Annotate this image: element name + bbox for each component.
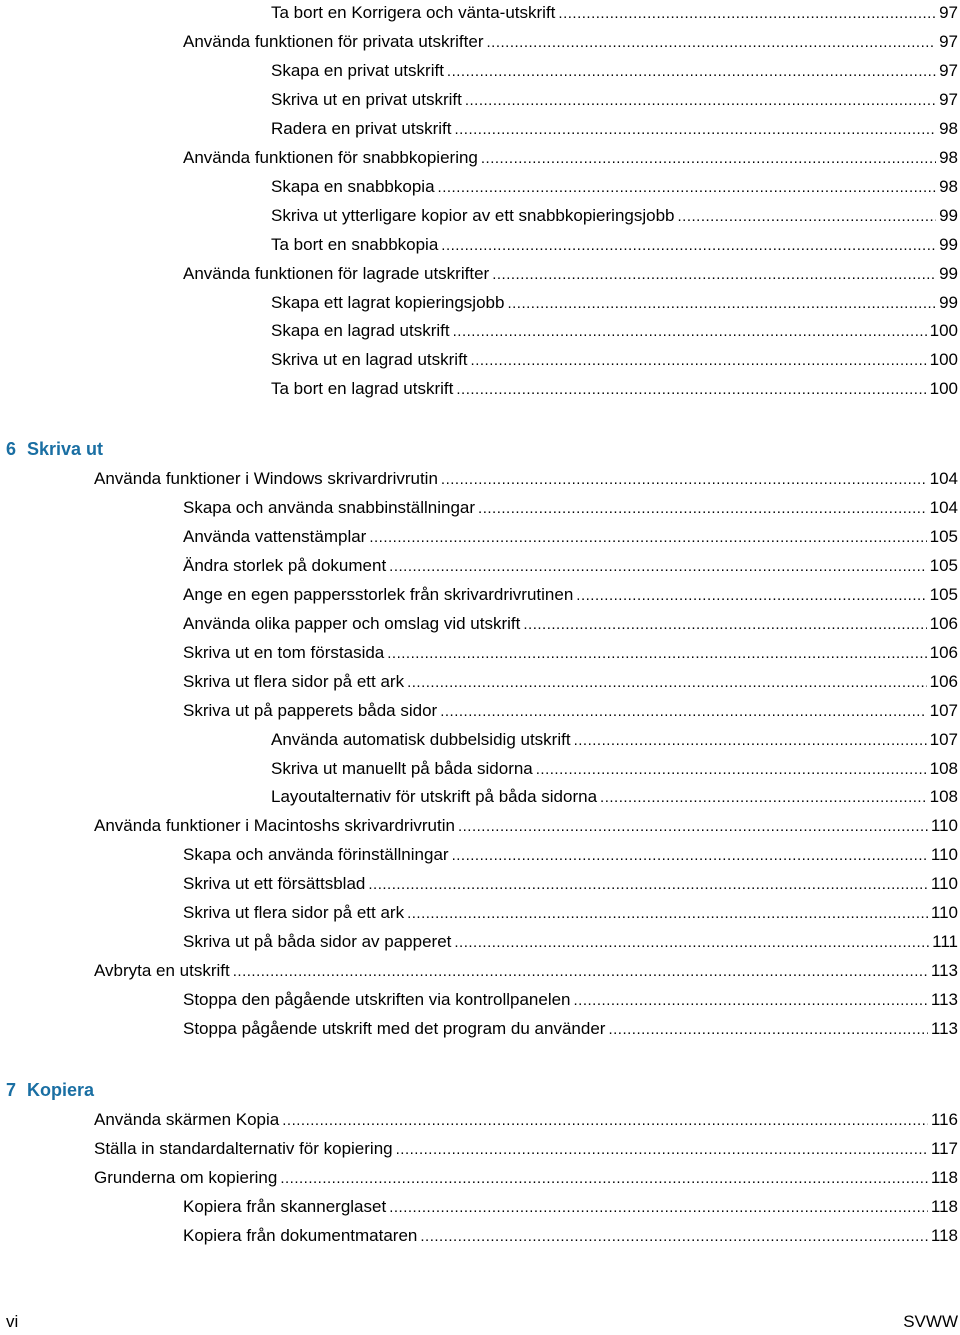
toc-entry-title: Radera en privat utskrift bbox=[271, 118, 452, 138]
toc-entry-title: Skapa och använda snabbinställningar bbox=[183, 497, 476, 517]
toc-entry[interactable] bbox=[183, 611, 958, 637]
dot-leader bbox=[574, 988, 928, 1013]
toc-entry-title: Ändra storlek på dokument bbox=[183, 555, 387, 575]
dot-leader bbox=[441, 467, 927, 492]
toc-entry-title: Skapa en lagrad utskrift bbox=[271, 321, 450, 341]
dot-leader bbox=[458, 814, 928, 839]
toc-entry[interactable] bbox=[183, 582, 958, 608]
toc-entry[interactable] bbox=[271, 174, 958, 200]
toc-entry[interactable] bbox=[271, 58, 958, 84]
toc-entry-title: Skapa ett lagrat kopieringsjobb bbox=[271, 292, 505, 312]
dot-leader bbox=[438, 175, 937, 200]
dot-leader bbox=[536, 757, 927, 782]
toc-entry-page: 106 bbox=[929, 671, 958, 691]
toc-entry-page: 110 bbox=[930, 874, 958, 894]
dot-leader bbox=[574, 728, 927, 753]
toc-entry-page: 97 bbox=[939, 3, 958, 22]
toc-entry[interactable] bbox=[183, 698, 958, 724]
chapter-heading bbox=[6, 1076, 94, 1104]
toc-entry-page: 104 bbox=[929, 497, 958, 517]
toc-entry[interactable] bbox=[183, 29, 958, 55]
toc-entry[interactable] bbox=[271, 290, 958, 316]
footer-doc-code: SVWW bbox=[903, 1312, 958, 1331]
toc-entry-page: 108 bbox=[929, 758, 958, 778]
dot-leader bbox=[465, 88, 936, 113]
toc-entry-title: Skriva ut på båda sidor av papperet bbox=[183, 932, 452, 952]
toc-entry-page: 110 bbox=[930, 903, 958, 923]
toc-entry-page: 99 bbox=[939, 234, 958, 254]
toc-entry-page: 113 bbox=[930, 1019, 958, 1039]
toc-entry-title: Använda funktionen för privata utskrifter bbox=[183, 31, 484, 51]
toc-entry-title: Använda funktioner i Windows skrivardrivrutin bbox=[94, 469, 438, 488]
toc-entry-title: Skriva ut flera sidor på ett ark bbox=[183, 671, 405, 691]
dot-leader bbox=[478, 496, 927, 521]
dot-leader bbox=[389, 1195, 928, 1220]
toc-entry[interactable] bbox=[94, 466, 958, 492]
toc-entry-page: 110 bbox=[930, 845, 958, 865]
toc-entry[interactable] bbox=[183, 987, 958, 1013]
toc-entry-page: 99 bbox=[939, 292, 958, 312]
toc-entry[interactable] bbox=[183, 842, 958, 868]
toc-entry-title: Skriva ut flera sidor på ett ark bbox=[183, 903, 405, 923]
toc-entry-page: 106 bbox=[929, 613, 958, 633]
dot-leader bbox=[678, 204, 937, 229]
toc-entry-title: Använda olika papper och omslag vid utskrift bbox=[183, 613, 521, 633]
toc-entry[interactable] bbox=[271, 116, 958, 142]
chapter-number: 6 bbox=[6, 439, 17, 459]
toc-entry[interactable] bbox=[271, 347, 958, 373]
toc-entry-title: Skapa en snabbkopia bbox=[271, 176, 435, 196]
dot-leader bbox=[420, 1224, 928, 1249]
toc-entry[interactable] bbox=[183, 553, 958, 579]
toc-entry-page: 113 bbox=[930, 961, 958, 981]
footer-page-number: vi bbox=[6, 1312, 19, 1331]
chapter-heading bbox=[6, 435, 103, 463]
toc-entry-title: Ta bort en Korrigera och vänta-utskrift bbox=[271, 3, 556, 22]
toc-entry[interactable] bbox=[271, 784, 958, 810]
toc-entry-page: 97 bbox=[939, 60, 958, 80]
dot-leader bbox=[608, 1017, 927, 1042]
toc-entry-page: 99 bbox=[939, 205, 958, 225]
chapter-title: Kopiera bbox=[27, 1080, 95, 1100]
toc-entry-title: Skriva ut en tom förstasida bbox=[183, 642, 385, 662]
toc-entry-title: Skriva ut på papperets båda sidor bbox=[183, 700, 438, 720]
toc-entry-title: Använda automatisk dubbelsidig utskrift bbox=[271, 729, 571, 749]
toc-entry-title: Avbryta en utskrift bbox=[94, 961, 230, 981]
toc-entry-page: 118 bbox=[930, 1225, 958, 1245]
dot-leader bbox=[600, 785, 927, 810]
toc-entry-title: Använda funktionen för snabbkopiering bbox=[183, 147, 478, 167]
chapter-number: 7 bbox=[6, 1080, 17, 1100]
dot-leader bbox=[282, 1108, 928, 1133]
toc-entry[interactable] bbox=[94, 1165, 958, 1191]
toc-entry-title: Använda funktionen för lagrade utskrifter bbox=[183, 263, 490, 283]
toc-entry[interactable] bbox=[183, 900, 958, 926]
toc-entry[interactable] bbox=[94, 1136, 958, 1162]
dot-leader bbox=[396, 1137, 928, 1162]
toc-entry[interactable] bbox=[183, 1194, 958, 1220]
dot-leader bbox=[453, 319, 927, 344]
toc-entry[interactable] bbox=[271, 318, 958, 344]
toc-entry-title: Kopiera från dokumentmataren bbox=[183, 1225, 418, 1245]
dot-leader bbox=[389, 554, 926, 579]
toc-entry-page: 98 bbox=[939, 176, 958, 196]
toc-entry[interactable] bbox=[271, 203, 958, 229]
dot-leader bbox=[471, 348, 927, 373]
toc-entry-page: 100 bbox=[929, 379, 958, 399]
toc-entry-page: 110 bbox=[930, 816, 958, 836]
dot-leader bbox=[558, 1, 936, 26]
toc-entry[interactable] bbox=[183, 261, 958, 287]
toc-entry-title: Skriva ut ett försättsblad bbox=[183, 874, 366, 894]
toc-entry-title: Ange en egen pappersstorlek från skrivardrivrutinen bbox=[183, 584, 574, 604]
chapter-title: Skriva ut bbox=[27, 439, 104, 459]
toc-entry-title: Layoutalternativ för utskrift på båda sidorna bbox=[271, 787, 598, 807]
dot-leader bbox=[454, 930, 929, 955]
dot-leader bbox=[441, 233, 936, 258]
toc-entry-page: 105 bbox=[929, 555, 958, 575]
toc-entry-page: 107 bbox=[929, 700, 958, 720]
toc-entry-page: 100 bbox=[929, 350, 958, 370]
dot-leader bbox=[487, 30, 937, 55]
dot-leader bbox=[280, 1166, 928, 1191]
dot-leader bbox=[447, 59, 936, 84]
dot-leader bbox=[456, 377, 926, 402]
toc-entry[interactable] bbox=[271, 232, 958, 258]
toc-entry[interactable] bbox=[183, 1016, 958, 1042]
toc-entry-page: 107 bbox=[929, 729, 958, 749]
toc-entry-page: 99 bbox=[939, 263, 958, 283]
toc-entry-title: Skapa och använda förinställningar bbox=[183, 845, 449, 865]
toc-entry[interactable] bbox=[183, 145, 958, 171]
dot-leader bbox=[407, 901, 928, 926]
dot-leader bbox=[481, 146, 936, 171]
dot-leader bbox=[387, 641, 926, 666]
toc-entry-title: Stoppa pågående utskrift med det program du använder bbox=[183, 1019, 606, 1039]
toc-entry-title: Skriva ut manuellt på båda sidorna bbox=[271, 758, 533, 778]
toc-entry-title: Skriva ut en privat utskrift bbox=[271, 89, 462, 109]
toc-entry-page: 97 bbox=[939, 31, 958, 51]
dot-leader bbox=[507, 291, 936, 316]
toc-entry[interactable] bbox=[183, 1223, 958, 1249]
dot-leader bbox=[369, 525, 926, 550]
toc-entry[interactable] bbox=[183, 524, 958, 550]
toc-entry-page: 111 bbox=[932, 932, 958, 952]
dot-leader bbox=[492, 262, 936, 287]
toc-entry-page: 98 bbox=[939, 118, 958, 138]
toc-entry[interactable] bbox=[183, 669, 958, 695]
toc-entry[interactable] bbox=[183, 871, 958, 897]
toc-entry[interactable] bbox=[183, 929, 958, 955]
toc-entry[interactable] bbox=[271, 87, 958, 113]
toc-entry[interactable] bbox=[271, 727, 958, 753]
toc-entry-title: Kopiera från skannerglaset bbox=[183, 1196, 387, 1216]
toc-entry-page: 118 bbox=[930, 1196, 958, 1216]
toc-entry-title: Stoppa den pågående utskriften via kontrollpanelen bbox=[183, 990, 571, 1010]
dot-leader bbox=[233, 959, 928, 984]
toc-entry-page: 100 bbox=[929, 321, 958, 341]
toc-entry-title: Skriva ut en lagrad utskrift bbox=[271, 350, 468, 370]
toc-entry-page: 104 bbox=[929, 469, 958, 488]
toc-entry-title: Använda vattenstämplar bbox=[183, 526, 367, 546]
toc-entry-page: 116 bbox=[930, 1110, 958, 1129]
toc-entry-page: 106 bbox=[929, 642, 958, 662]
toc-entry-title: Ta bort en snabbkopia bbox=[271, 234, 439, 254]
toc-entry[interactable] bbox=[271, 756, 958, 782]
toc-entry[interactable] bbox=[94, 813, 958, 839]
toc-entry-title: Ställa in standardalternativ för kopiering bbox=[94, 1138, 393, 1158]
toc-entry-page: 108 bbox=[929, 787, 958, 807]
dot-leader bbox=[523, 612, 926, 637]
toc-entry-title: Grunderna om kopiering bbox=[94, 1167, 278, 1187]
toc-entry[interactable] bbox=[183, 495, 958, 521]
toc-entry-page: 98 bbox=[939, 147, 958, 167]
dot-leader bbox=[407, 670, 927, 695]
toc-entry-page: 97 bbox=[939, 89, 958, 109]
dot-leader bbox=[454, 117, 936, 142]
toc-entry-title: Använda funktioner i Macintoshs skrivardrivrutin bbox=[94, 816, 455, 836]
toc-entry[interactable] bbox=[271, 0, 958, 26]
toc-entry-title: Använda skärmen Kopia bbox=[94, 1110, 280, 1129]
toc-entry[interactable] bbox=[183, 640, 958, 666]
dot-leader bbox=[368, 872, 928, 897]
toc-entry-title: Skapa en privat utskrift bbox=[271, 60, 444, 80]
toc-entry-title: Ta bort en lagrad utskrift bbox=[271, 379, 454, 399]
dot-leader bbox=[452, 843, 928, 868]
toc-entry-page: 117 bbox=[930, 1138, 958, 1158]
toc-entry-page: 113 bbox=[930, 990, 958, 1010]
dot-leader bbox=[440, 699, 926, 724]
toc-entry-page: 118 bbox=[930, 1167, 958, 1187]
toc-entry[interactable] bbox=[94, 958, 958, 984]
toc-entry-page: 105 bbox=[929, 526, 958, 546]
toc-entry[interactable] bbox=[271, 376, 958, 402]
toc-entry-page: 105 bbox=[929, 584, 958, 604]
dot-leader bbox=[576, 583, 926, 608]
toc-entry-title: Skriva ut ytterligare kopior av ett snabbkopieringsjobb bbox=[271, 205, 675, 225]
toc-entry[interactable] bbox=[94, 1107, 958, 1133]
